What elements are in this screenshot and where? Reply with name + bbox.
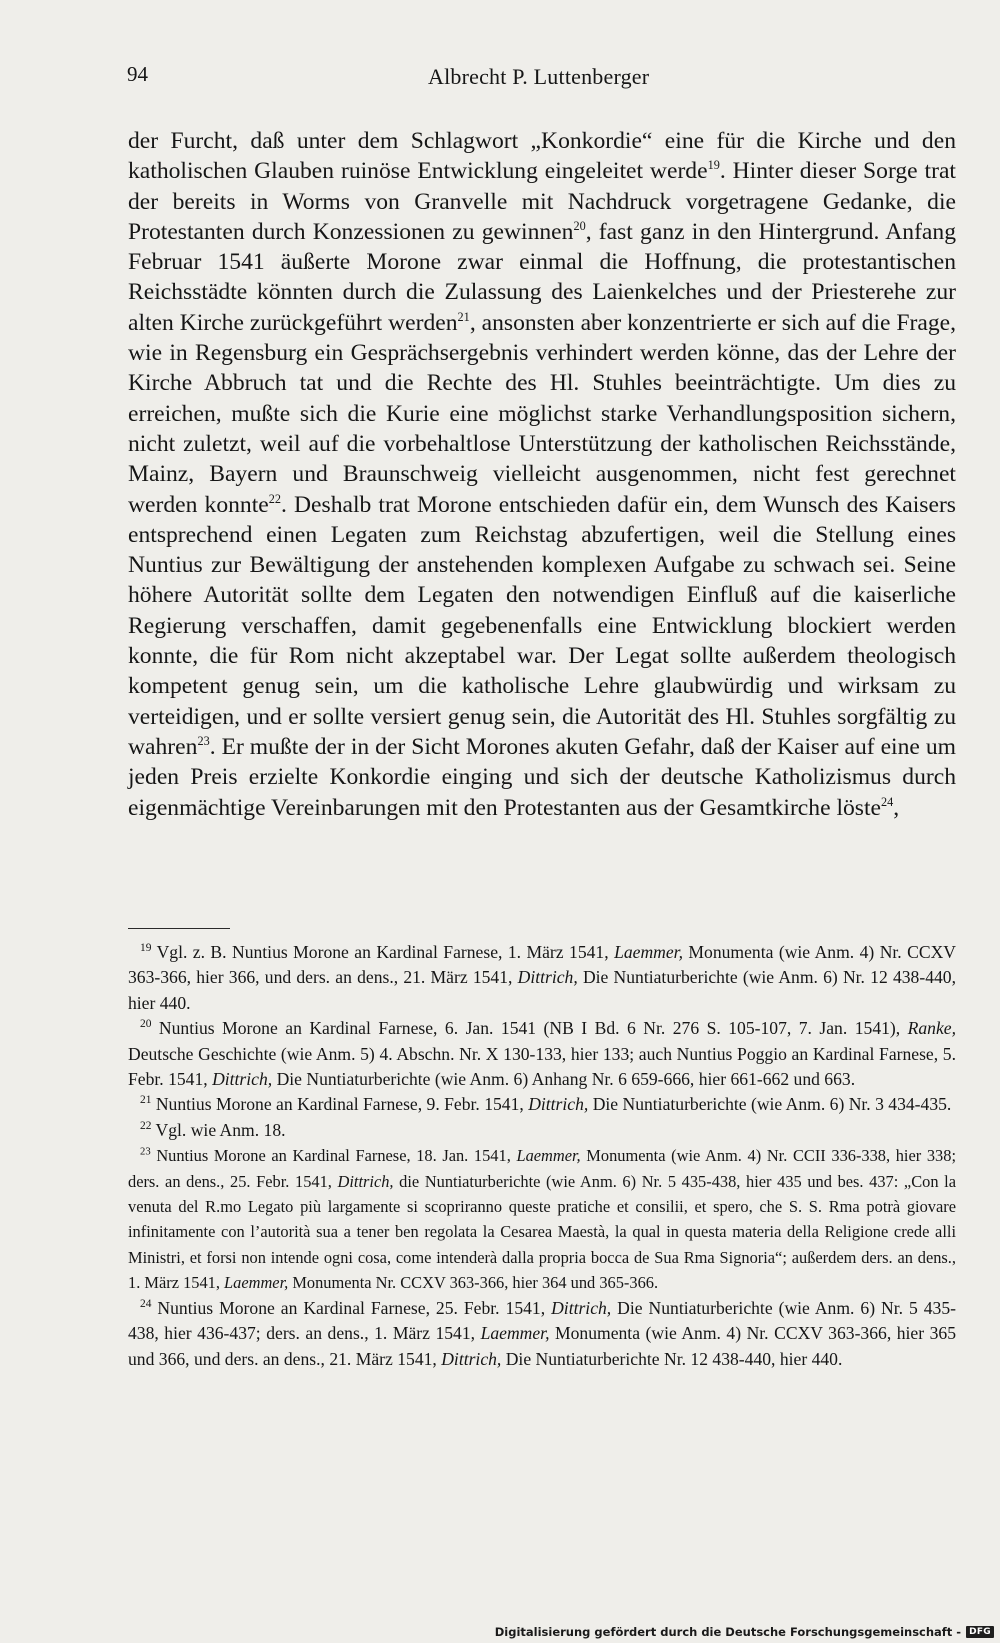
footnote-number: 21 [140, 1094, 152, 1107]
body-text-segment: , [893, 794, 900, 821]
footnote-reference: 23 [197, 734, 210, 749]
footnote-24 [128, 1296, 956, 1372]
author-name: Dittrich, [441, 1348, 502, 1369]
digitization-credit [495, 1625, 994, 1639]
body-text-segment: , fast ganz in den Hintergrund. Anfang Februar 1541 äußerte Morone zwar einmal die Hoffnung, die protestantischen Reichsstädte könnten durch die Zulassung des Laienkelches und der Priesterehe zur alten Kirche zurückgeführt werden [128, 218, 956, 336]
footnote-text: Monumenta Nr. CCXV 363-366, hier 364 und 365-366. [288, 1273, 659, 1293]
body-text-segment: . Deshalb trat Morone entschieden dafür ein, dem Wunsch des Kaisers entsprechend einen Legaten zum Reichstag abzufertigen, weil die Stellung eines Nuntius zur Bewältigung der anstehenden komplexen Aufgabe zu schwach sei. Seine höhere Autorität sollte dem Legaten den notwendigen Einfluß auf die kaiserliche Regierung verschaffen, damit gegebenenfalls eine Entwicklung blockiert werden konnte, die für Rom nicht akzeptabel war. Der Legat sollte außerdem theologisch kompetent genug sein, um die katholische Lehre glaubwürdig und wirksam zu verteidigen, und er sollte versiert genug sein, die Autorität des Hl. Stuhles sorgfältig zu wahren [128, 491, 956, 760]
footnote-reference: 20 [573, 219, 586, 234]
footnote-text: Monumenta (wie Anm. 4) Nr. CCXV 363-366, hier 365 und 366, und ders. an dens., 21. März 1541, [128, 1323, 956, 1369]
footnote-text: Die Nuntiaturberichte (wie Anm. 6) Anhang Nr. 6 659-666, hier 661-662 und 663. [272, 1069, 856, 1090]
dfg-logo-icon: DFG [966, 1626, 994, 1638]
footnote-text: die Nuntiaturberichte (wie Anm. 6) Nr. 5 435-438, hier 435 und bes. 437: „Con la venuta del R.mo Legato più largamente si scopriranno queste pratiche et consilii, et spero, che S. S. Rma potrà giovare infinitamente con l’autorità sua a tener ben regolata la Cesarea Maestà, la qual in questa materia della Religione crede alli Ministri, et forsi non intende ogni cosa, come intenderà dalla propria bocca de Sua Rma Signoria“; außerdem ders. an dens., 1. März 1541, [128, 1171, 956, 1293]
author-name: Dittrich, [528, 1094, 589, 1115]
footnote-number: 24 [140, 1297, 152, 1310]
author-name: Dittrich, [337, 1171, 394, 1191]
footnote-number: 20 [140, 1018, 152, 1031]
body-paragraph [128, 126, 956, 823]
credit-text: Digitalisierung gefördert durch die Deutsche Forschungsgemeinschaft - [494, 1625, 962, 1639]
footnote-text: Vgl. wie Anm. 18. [155, 1119, 286, 1140]
footnote-text: Vgl. z. B. Nuntius Morone an Kardinal Farnese, 1. März 1541, [156, 942, 615, 962]
footnote-text: Deutsche Geschichte (wie Anm. 5) 4. Abschn. Nr. X 130-133, hier 133; auch Nuntius Poggio an Kardinal Farnese, 5. Febr. 1541, [128, 1043, 956, 1090]
author-name: Laemmer, [614, 942, 683, 962]
footnote-reference: 22 [268, 491, 282, 506]
footnote-23 [128, 1143, 956, 1295]
footnote-reference: 21 [457, 309, 470, 324]
footnote-text: Nuntius Morone an Kardinal Farnese, 6. Jan. 1541 (NB I Bd. 6 Nr. 276 S. 105-107, 7. Jan. 1541), [158, 1018, 908, 1039]
author-name: Dittrich, [517, 967, 578, 988]
author-name: Ranke, [907, 1018, 956, 1039]
author-name: Laemmer, [516, 1146, 581, 1166]
footnote-text: Die Nuntiaturberichte (wie Anm. 6) Nr. 5 435-438, hier 436-437; ders. an dens., 1. März 1541, [128, 1297, 956, 1344]
author-name: Laemmer, [480, 1323, 550, 1344]
footnotes [128, 940, 956, 1372]
footnote-reference: 24 [881, 794, 894, 809]
footnote-text: Nuntius Morone an Kardinal Farnese, 9. Febr. 1541, [155, 1094, 529, 1115]
footnote-divider [128, 928, 230, 929]
footnote-number: 23 [140, 1146, 151, 1158]
running-head: Albrecht P. Luttenberger [428, 64, 650, 89]
footnote-text: Monumenta (wie Anm. 4) Nr. CCII 336-338, hier 338; ders. an dens., 25. Febr. 1541, [128, 1146, 957, 1191]
footnote-text: Die Nuntiaturberichte (wie Anm. 6) Nr. 3 434-435. [588, 1094, 952, 1115]
author-name: Laemmer, [224, 1273, 289, 1293]
footnote-20 [128, 1016, 956, 1092]
body-text-segment: . Hinter dieser Sorge trat der bereits in Worms von Granvelle mit Nachdruck vorgetragene Gedanke, die Protestanten durch Konzessionen zu gewinnen [128, 158, 956, 245]
footnote-21 [128, 1092, 956, 1117]
footnote-number: 19 [140, 942, 152, 955]
footnote-text: Nuntius Morone an Kardinal Farnese, 18. Jan. 1541, [156, 1146, 517, 1166]
footnote-text: Monumenta (wie Anm. 4) Nr. CCXV 363-366, hier 366, und ders. an dens., 21. März 1541, [128, 942, 956, 988]
body-text-segment: . Er mußte der in der Sicht Morones akuten Gefahr, daß der Kaiser auf eine um jeden Preis erzielte Konkordie einging und sich der deutsche Katholizismus durch eigenmächtige Vereinbarungen mit den Protestanten aus der Gesamtkirche löste [128, 733, 956, 821]
footnote-text: Die Nuntiaturberichte Nr. 12 438-440, hier 440. [501, 1348, 843, 1369]
body-text-segment: der Furcht, daß unter dem Schlagwort „Konkordie“ eine für die Kirche und den katholischen Glauben ruinöse Entwicklung eingeleitet werde [128, 128, 956, 185]
footnote-text: Nuntius Morone an Kardinal Farnese, 25. Febr. 1541, [157, 1297, 552, 1318]
body-text-segment: , ansonsten aber konzentrierte er sich auf die Frage, wie in Regensburg ein Gesprächsergebnis verhindert werden könne, das der Lehre der Kirche Abbruch tat und die Rechte des Hl. Stuhles beeinträchtigte. Um dies zu erreichen, mußte sich die Kurie eine möglichst starke Verhandlungsposition sichern, nicht zuletzt, weil auf die vorbehaltlose Unterstützung der katholischen Reichsstände, Mainz, Bayern und Braunschweig vielleicht ausgenommen, nicht fest gerechnet werden konnte [128, 309, 957, 518]
author-name: Dittrich, [212, 1069, 273, 1090]
page-number: 94 [127, 62, 148, 86]
footnote-text: Die Nuntiaturberichte (wie Anm. 6) Nr. 12 438-440, hier 440. [128, 967, 956, 1013]
body-text [128, 126, 956, 823]
footnote-22 [128, 1118, 956, 1143]
footnote-19 [128, 940, 956, 1016]
author-name: Dittrich, [551, 1297, 612, 1318]
footnote-number: 22 [140, 1119, 152, 1132]
footnote-reference: 19 [707, 158, 720, 173]
